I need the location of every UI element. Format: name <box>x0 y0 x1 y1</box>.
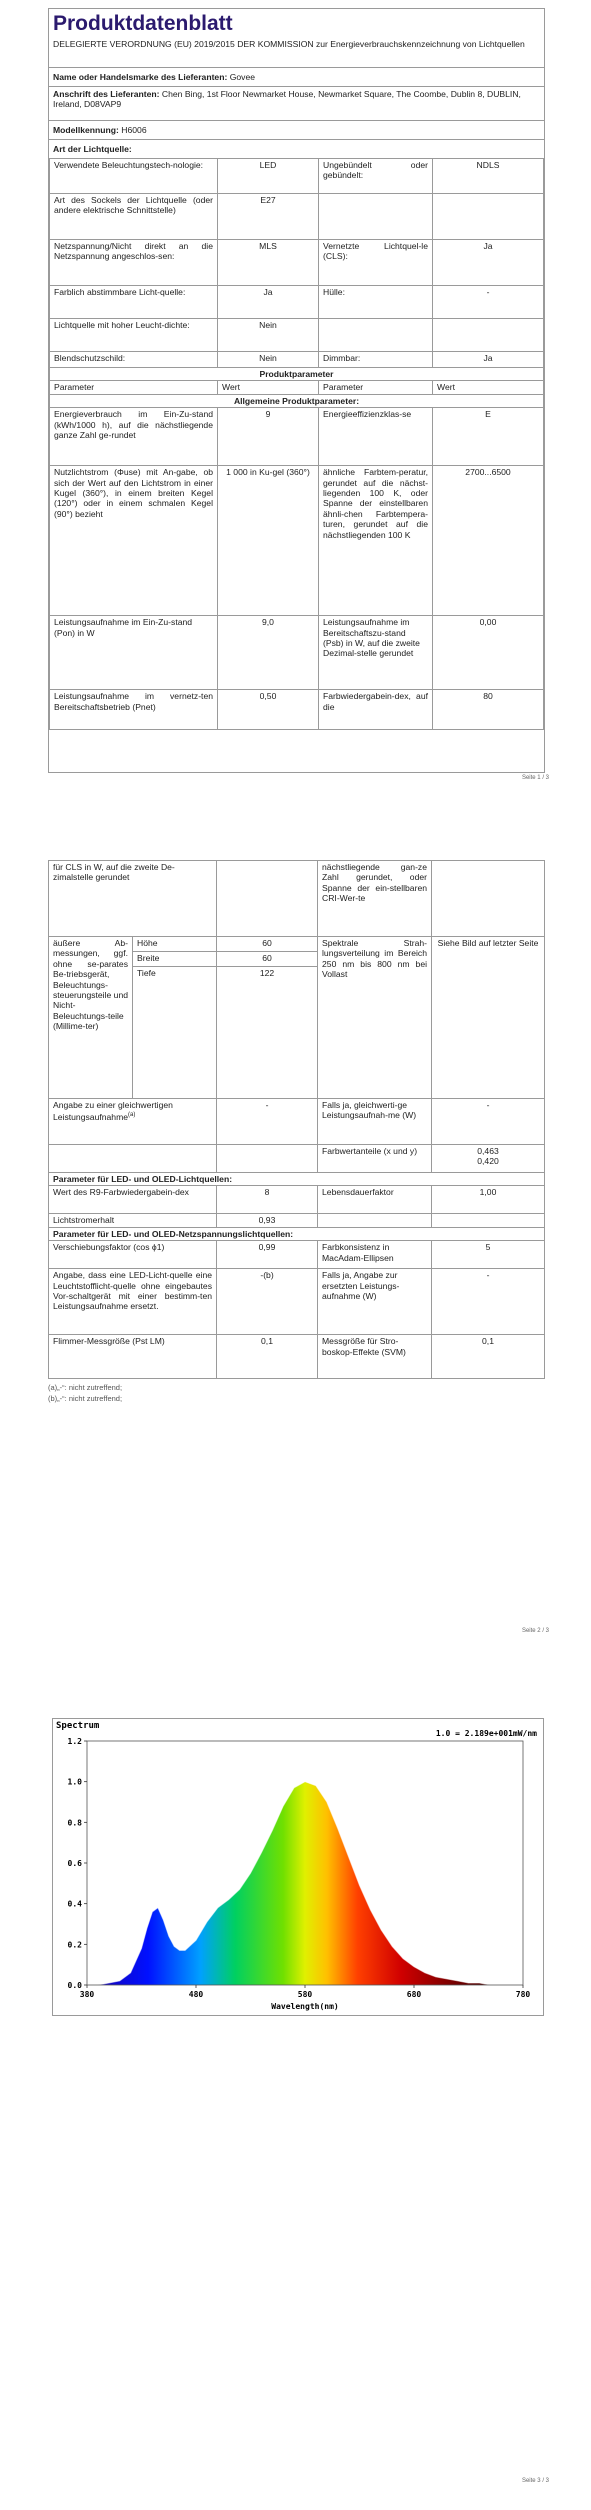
table-row: Leistungsaufnahme im Ein-Zu-stand (Pon) in W 9,0 Leistungsaufnahme im Bereitschaftszu-stand (Psb) in W, auf die zweite Dezimal-stelle gerundet 0,00 <box>50 616 544 690</box>
x-tick-label: 380 <box>79 1990 95 1999</box>
y-tick-label: 0.8 <box>67 1818 82 1828</box>
table-row: Energieverbrauch im Ein-Zu-stand (kWh/1000 h), auf die nächstliegende ganze Zahl ge-rundet 9 Energieeffizienzklas-se E <box>50 408 544 466</box>
table-row: Angabe, dass eine LED-Licht-quelle eine Leuchtstofflicht-quelle ohne eingebautes Vor-schaltgerät mit einer bestimm-ten Leistungsaufnahme ersetzt. -(b) Falls ja, Angabe zur ersetzten Leistungs-aufnahme (W) - <box>49 1269 545 1335</box>
table-row: Art des Sockels der Lichtquelle (oder andere elektrische Schnittstelle) E27 <box>50 194 544 240</box>
table-row: Blendschutzschild: Nein Dimmbar: Ja <box>50 352 544 368</box>
model-id: H6006 <box>121 125 147 135</box>
mains-params-heading: Parameter für LED- und OLED-Netzspannungslichtquellen: <box>49 1227 545 1240</box>
table-row: Farbwertanteile (x und y) 0,463 0,420 <box>49 1145 545 1173</box>
spectral-value: Siehe Bild auf letzter Seite <box>432 937 545 1099</box>
datasheet-page-2 <box>48 860 545 1404</box>
supplier-address-row <box>49 86 544 120</box>
x-axis-label: Wavelength(nm) <box>271 2002 339 2011</box>
table-row <box>49 1173 545 1186</box>
page-number: Seite 1 / 3 <box>521 775 549 781</box>
table-row: Verwendete Beleuchtungstech-nologie: LED Ungebündelt oder gebündelt: NDLS <box>50 159 544 194</box>
page-number: Seite 3 / 3 <box>521 2478 549 2484</box>
model-row <box>49 120 544 139</box>
dimensions-label: äußere Ab-messungen, ggf. ohne se-parates Be-triebsgerät, Beleuchtungs-steuerungsteile und Nicht-Beleuchtungs-teile (Millime-ter) <box>49 937 133 1099</box>
page-number: Seite 2 / 3 <box>521 1628 549 1634</box>
page-title: Produktdatenblatt <box>53 12 233 35</box>
table-row: für CLS in W, auf die zweite De-zimalstelle gerundet nächstliegende gan-ze Zahl gerundet, oder Spanne der ein-stellbaren CRI-Wer-te <box>49 861 545 937</box>
supplier-address: Chen Bing, 1st Floor Newmarket House, Newmarket Square, The Coombe, Dublin 8, DUBLIN, Ireland, D08VAP9 <box>53 89 521 110</box>
spectrum-chart-svg <box>53 1719 543 2015</box>
product-params-table-continued <box>48 860 545 1379</box>
x-tick-label: 780 <box>515 1990 531 1999</box>
general-params-heading: Allgemeine Produktparameter: <box>50 394 544 407</box>
column-header-row: Parameter Wert Parameter Wert <box>50 381 544 394</box>
product-params-heading: Produktparameter <box>50 368 544 381</box>
y-tick-label: 0.4 <box>67 1899 82 1909</box>
spectrum-area <box>87 1782 523 1985</box>
page-2 <box>0 860 591 1660</box>
supplier-name-label: Name oder Handelsmarke des Lieferanten: <box>53 72 228 82</box>
regulation-text: DELEGIERTE VERORDNUNG (EU) 2019/2015 DER KOMMISSION zur Energieverbrauchskennzeichnung von Lichtquellen <box>53 39 525 49</box>
table-row: Leistungsaufnahme im vernetz-ten Bereitschaftsbetrieb (Pnet) 0,50 Farbwiedergabein-dex, auf die 80 <box>50 690 544 730</box>
table-row: Farblich abstimmbare Licht-quelle: Ja Hülle: - <box>50 286 544 319</box>
x-tick-label: 480 <box>188 1990 204 1999</box>
page-1 <box>0 0 591 800</box>
footnote-b: (b)„-“: nicht zutreffend; <box>48 1394 123 1404</box>
table-row <box>50 394 544 407</box>
y-tick-label: 0.0 <box>67 1981 82 1990</box>
table-row: Tiefe 122 <box>49 967 545 1099</box>
footnotes <box>48 1379 545 1404</box>
table-row: Angabe zu einer gleichwertigen Leistungsaufnahme$^{(a)}$ - Falls ja, gleichwerti-ge Leistungsaufnah-me (W) - <box>49 1099 545 1145</box>
model-label: Modellkennung: <box>53 125 119 135</box>
light-source-type-table <box>49 158 544 730</box>
supplier-address-label: Anschrift des Lieferanten: <box>53 89 160 99</box>
chart-title: Spectrum <box>56 1721 100 1731</box>
y-tick-label: 1.0 <box>67 1777 82 1787</box>
supplier-name: Govee <box>229 72 256 82</box>
table-row: Flimmer-Messgröße (Pst LM) 0,1 Messgröße für Stro-boskop-Effekte (SVM) 0,1 <box>49 1335 545 1379</box>
datasheet-page-1 <box>48 8 545 773</box>
table-row: Lichtquelle mit hoher Leucht-dichte: Nein <box>50 319 544 352</box>
table-row <box>49 1227 545 1240</box>
table-row: äußere Ab-messungen, ggf. ohne se-parates Be-triebsgerät, Beleuchtungs-steuerungsteile und Nicht-Beleuchtungs-teile (Millime-ter) Höhe 60 Spektrale Strah-lungsverteilung im Bereich 250 nm bis 800 nm bei Vollast Siehe Bild auf letzter Seite <box>49 937 545 952</box>
supplier-name-row <box>49 67 544 86</box>
footnote-a: (a)„-“: nicht zutreffend; <box>48 1383 123 1393</box>
y-tick-label: 0.2 <box>67 1940 82 1950</box>
led-params-heading: Parameter für LED- und OLED-Lichtquellen: <box>49 1173 545 1186</box>
table-row: Wert des R9-Farbwiedergabein-dex 8 Lebensdauerfaktor 1,00 <box>49 1186 545 1214</box>
table-row: Verschiebungsfaktor (cos ϕ1) 0,99 Farbkonsistenz in MacAdam-Ellipsen 5 <box>49 1241 545 1269</box>
table-row: Lichtstromerhalt 0,93 <box>49 1214 545 1227</box>
y-tick-label: 0.6 <box>67 1859 82 1868</box>
table-row: Breite 60 <box>49 952 545 967</box>
spectral-label: Spektrale Strah-lungsverteilung im Bereich 250 nm bis 800 nm bei Vollast <box>318 937 432 1099</box>
y-tick-label: 1.2 <box>67 1737 82 1746</box>
x-tick-label: 680 <box>406 1990 422 1999</box>
table-row <box>50 368 544 381</box>
table-row: Nutzlichtstrom (Φuse) mit An-gabe, ob sich der Wert auf den Lichtstrom in einer Kugel (360°), in einem breiten Kegel (120°) oder in einem schmalen Kegel (90°) bezieht 1 000 in Ku-gel (360°) ähnliche Farbtem-peratur, gerundet auf die nächst-liegenden 100 K, oder Spanne der einstellbaren ähnli-chen Farbtempera-turen, gerundet auf die nächstliegenden 100 K 2700...6500 <box>50 466 544 616</box>
x-tick-label: 580 <box>297 1990 313 1999</box>
light-type-heading: Art der Lichtquelle: <box>49 139 544 158</box>
spectrum-chart <box>52 1718 544 2016</box>
chart-annotation: 1.0 = 2.189e+001mW/nm <box>435 1729 537 1738</box>
table-row: Netzspannung/Nicht direkt an die Netzspannung angeschlos-sen: MLS Vernetzte Lichtquel-le (CLS): Ja <box>50 240 544 286</box>
